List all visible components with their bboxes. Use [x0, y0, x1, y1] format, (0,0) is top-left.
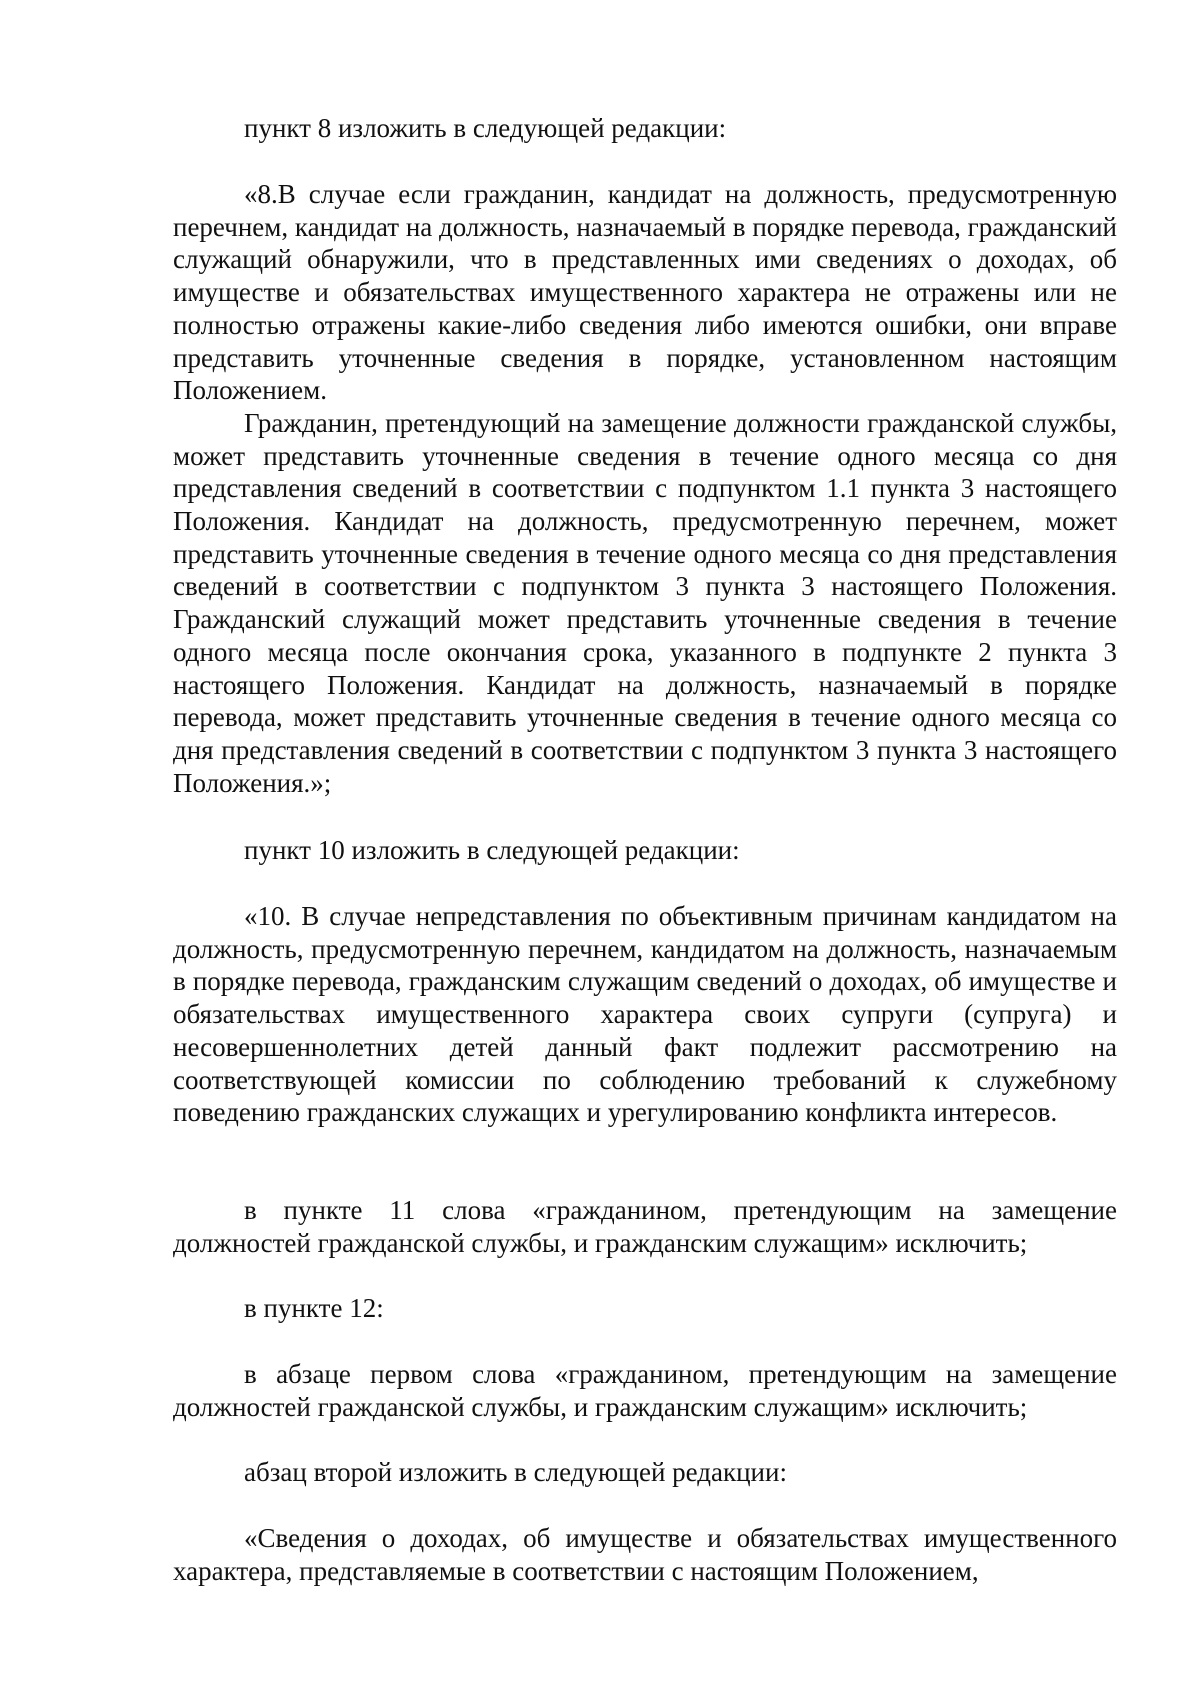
item-12-abzac-1: в абзаце первом слова «гражданином, претендующим на замещение должностей гражданской службы, и гражданским служащим» исключить; — [173, 1359, 1117, 1422]
item-12-abzac-1-block — [173, 1358, 1117, 1423]
item-8-heading: пункт 8 изложить в следующей редакции: — [244, 113, 727, 143]
item-11-block — [173, 1194, 1117, 1259]
item-12-abzac-2-heading-block — [173, 1456, 1117, 1489]
item-12-heading: в пункте 12: — [244, 1293, 384, 1323]
item-10-heading-block — [173, 834, 1117, 867]
item-8-body-block — [173, 178, 1117, 799]
item-12-quote-block — [173, 1522, 1117, 1587]
item-12-abzac-2-heading: абзац второй изложить в следующей редакции: — [244, 1457, 787, 1487]
item-10-paragraph: «10. В случае непредставления по объективным причинам кандидатом на должность, предусмотренную перечнем, кандидатом на должность, назначаемым в порядке перевода, гражданским служащим сведений о доходах, об имуществе и обязательствах имущественного характера своих супруги (супруга) и несовершеннолетних детей данный факт подлежит рассмотрению на соответствующей комиссии по соблюдению требований к служебному поведению гражданских служащих и урегулированию конфликта интересов. — [173, 901, 1117, 1128]
item-10-body-block — [173, 900, 1117, 1129]
item-12-quote: «Сведения о доходах, об имуществе и обязательствах имущественного характера, представляемые в соответствии с настоящим Положением, — [173, 1523, 1117, 1586]
item-8-paragraph-1: «8.В случае если гражданин, кандидат на должность, предусмотренную перечнем, кандидат на должность, назначаемый в порядке перевода, гражданский служащий обнаружили, что в представленных ими сведениях о доходах, об имуществе и обязательствах имущественного характера не отражены или не полностью отражены какие-либо сведения либо имеются ошибки, они вправе представить уточненные сведения в порядке, установленном настоящим Положением. — [173, 179, 1117, 406]
item-8-heading-block — [173, 112, 1117, 145]
item-11-paragraph: в пункте 11 слова «гражданином, претендующим на замещение должностей гражданской службы, и гражданским служащим» исключить; — [173, 1195, 1117, 1258]
item-12-heading-block — [173, 1292, 1117, 1325]
item-10-heading: пункт 10 изложить в следующей редакции: — [244, 835, 740, 865]
item-8-paragraph-2: Гражданин, претендующий на замещение должности гражданской службы, может представить уточненные сведения в течение одного месяца со дня представления сведений в соответствии с подпунктом 1.1 пункта 3 настоящего Положения. Кандидат на должность, предусмотренную перечнем, может представить уточненные сведения в течение одного месяца со дня представления сведений в соответствии с подпунктом 3 пункта 3 настоящего Положения. Гражданский служащий может представить уточненные сведения в течение одного месяца после окончания срока, указанного в подпункте 2 пункта 3 настоящего Положения. Кандидат на должность, назначаемый в порядке перевода, может представить уточненные сведения в течение одного месяца со дня представления сведений в соответствии с подпунктом 3 пункта 3 настоящего Положения.»; — [173, 407, 1117, 798]
